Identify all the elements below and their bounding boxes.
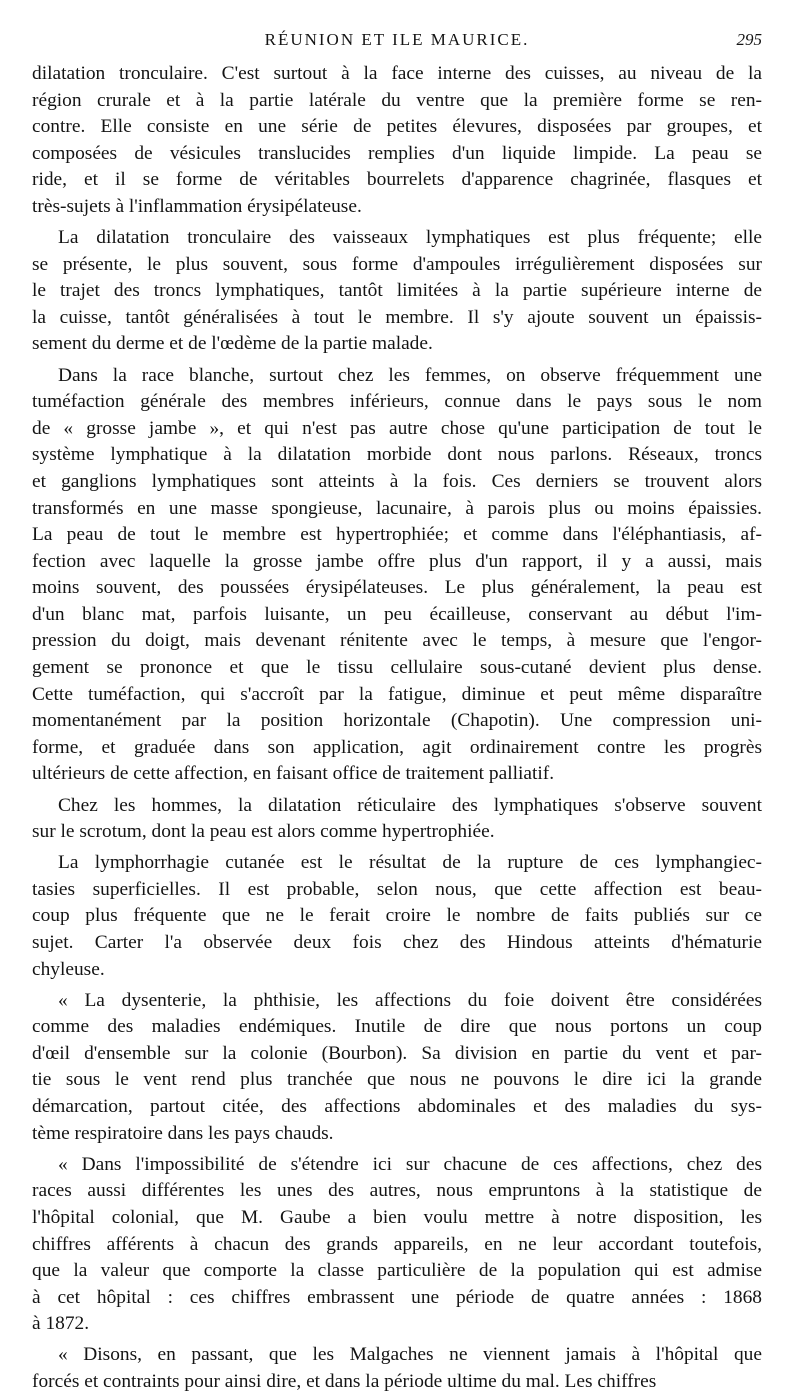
text-line: région crurale et à la partie latérale du ventre que la première forme se ren- [32,89,762,111]
text-line: pression du doigt, mais devenant rénitente avec le temps, à mesure que l'engor- [32,630,762,652]
text-line: composées de vésicules translucides remplies d'un liquide limpide. La peau se [32,142,762,164]
text-line: tie sous le vent rend plus tranchée que nous ne pouvons le dire ici la grande [32,1069,762,1091]
text-line: dilatation tronculaire. C'est surtout à la face interne des cuisses, au niveau de la [32,63,762,84]
text-line: la cuisse, tantôt généralisées à tout le membre. Il s'y ajoute souvent un épaissis- [32,306,762,328]
text-line: La peau de tout le membre est hypertrophiée; et comme dans l'éléphantiasis, af- [32,524,762,546]
text-line: ultérieurs de cette affection, en faisant office de traitement palliatif. [32,763,555,785]
text-line: sujet. Carter l'a observée deux fois chez des Hindous atteints d'hématurie [32,932,762,953]
text-line: coup plus fréquente que ne le ferait croire le nombre de faits publiés sur ce [32,905,762,927]
text-line: se présente, le plus souvent, sous forme d'ampoules irrégulièrement disposées sur [32,253,762,275]
text-line: à 1872. [32,1313,90,1335]
text-line: tasies superficielles. Il est probable, selon nous, que cette affection est beau- [32,878,762,900]
text-line: forcés et contraints pour ainsi dire, et dans la période ultime du mal. Les chiffres [32,1371,657,1392]
text-line: l'hôpital colonial, que M. Gaube a bien voulu mettre à notre disposition, les [32,1206,762,1228]
text-line: forme, et graduée dans son application, agit ordinairement contre les progrès [32,736,762,758]
page-header [32,30,762,54]
paragraph [32,793,762,846]
paragraph [32,363,762,789]
text-line: Dans la race blanche, surtout chez les femmes, on observe fréquemment une [58,364,762,386]
text-line: d'œil d'ensemble sur la colonie (Bourbon). Sa division en partie du vent et par- [32,1042,762,1064]
text-line: comme des maladies endémiques. Inutile de dire que nous portons un coup [32,1016,762,1038]
text-line: et ganglions lymphatiques sont atteints à la fois. Ces derniers se trouvent alors [32,470,762,492]
text-line: races aussi différentes les unes des autres, nous empruntons à la statistique de [32,1180,762,1202]
page-number: 295 [736,30,762,49]
text-line: « Dans l'impossibilité de s'étendre ici sur chacune de ces affections, chez des [58,1153,762,1175]
text-line: sement du derme et de l'œdème de la partie malade. [32,333,433,355]
running-title: RÉUNION ET ILE MAURICE. [264,30,530,49]
text-line: tuméfaction générale des membres inférieurs, connue dans le pays sous le nom [32,391,762,413]
text-line: sur le scrotum, dont la peau est alors comme hypertrophiée. [32,821,495,843]
text-line: ride, et il se forme de véritables bourrelets d'apparence chagrinée, flasques et [32,169,762,191]
text-line: momentanément par la position horizontale (Chapotin). Une compression uni- [32,710,762,732]
text-line: d'un blanc mat, parfois luisante, un peu écailleuse, conservant au début l'im- [32,603,762,625]
text-line: que la valeur que comporte la classe particulière de la population qui est admise [32,1260,762,1282]
text-line: chyleuse. [32,958,105,980]
paragraph [32,225,762,358]
text-line: moins souvent, des poussées érysipélateuses. Le plus généralement, la peau est [32,577,762,599]
text-line: « Disons, en passant, que les Malgaches ne viennent jamais à l'hôpital que [58,1344,762,1366]
text-line: de « grosse jambe », et qui n'est pas autre chose qu'une participation de tout le [32,417,762,439]
text-line: chiffres afférents à chacun des grands appareils, en ne leur accordant toutefois, [32,1233,762,1255]
paragraph [32,1342,762,1395]
text-line: fection avec laquelle la grosse jambe offre plus d'un rapport, il y a aussi, mais [32,550,762,572]
text-line: contre. Elle consiste en une série de petites élevures, disposées par groupes, et [32,116,762,138]
paragraph [32,1152,762,1338]
body-text [32,61,762,1396]
text-line: La dilatation tronculaire des vaisseaux lymphatiques est plus fréquente; elle [58,227,762,249]
text-line: gement se prononce et que le tissu cellulaire sous-cutané devient plus dense. [32,657,762,679]
text-line: transformés en une masse spongieuse, lacunaire, à parois plus ou moins épaissies. [32,497,762,519]
text-line: La lymphorrhagie cutanée est le résultat de la rupture de ces lymphangiec- [58,852,762,874]
text-line: Chez les hommes, la dilatation réticulaire des lymphatiques s'observe souvent [58,794,762,816]
paragraph [32,850,762,983]
paragraph [32,988,762,1148]
text-line: très-sujets à l'inflammation érysipélateuse. [32,195,362,217]
text-line: à cet hôpital : ces chiffres embrassent une période de quatre années : 1868 [32,1286,762,1308]
text-line: démarcation, partout citée, des affections abdominales et des maladies du sys- [32,1096,762,1118]
text-line: « La dysenterie, la phthisie, les affections du foie doivent être considérées [58,989,762,1011]
text-line: système lymphatique à la dilatation morbide dont nous parlons. Réseaux, troncs [32,444,762,466]
paragraph [32,61,762,221]
text-line: le trajet des troncs lymphatiques, tantôt limitées à la partie supérieure interne de [32,280,762,302]
text-line: tème respiratoire dans les pays chauds. [32,1122,334,1144]
text-line: Cette tuméfaction, qui s'accroît par la fatigue, diminue et peut même disparaître [32,683,762,705]
